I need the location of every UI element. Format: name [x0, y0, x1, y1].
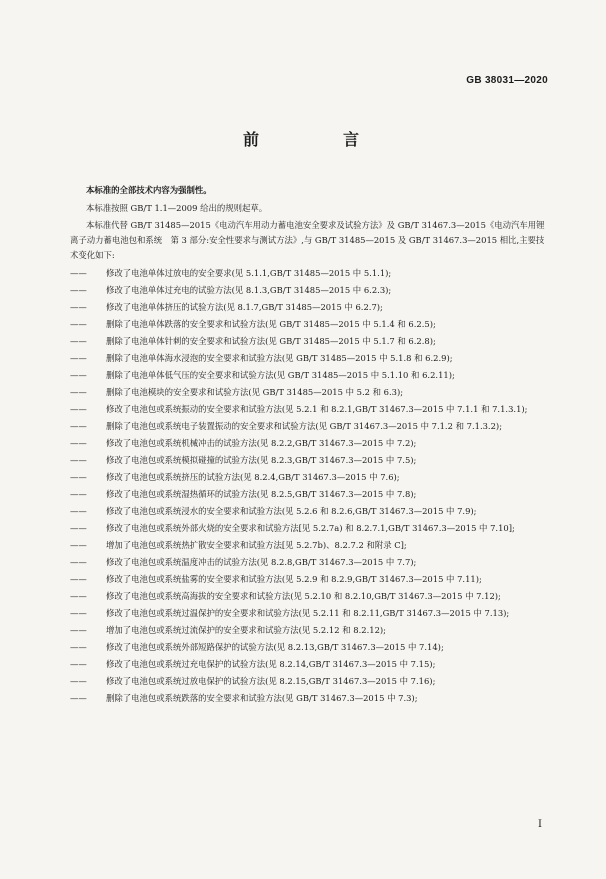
change-item: [70, 538, 546, 553]
dash-marker: ——: [70, 675, 87, 686]
change-text: 修改了电池包或系统温度冲击的试验方法(见 8.2.8,GB/T 31467.3—2015 中 7.7);: [106, 556, 417, 567]
dash-marker: ——: [70, 488, 87, 499]
change-item: [70, 385, 546, 400]
change-item: [70, 317, 546, 332]
dash-marker: ——: [70, 284, 87, 295]
dash-marker: ——: [70, 403, 87, 414]
dash-marker: ——: [70, 692, 87, 703]
change-item: [70, 266, 546, 281]
change-item: [70, 572, 546, 587]
dash-marker: ——: [70, 624, 87, 635]
dash-marker: ——: [70, 318, 87, 329]
intro-section: [70, 183, 546, 263]
change-text: 修改了电池包或系统机械冲击的试验方法(见 8.2.2,GB/T 31467.3—2015 中 7.2);: [106, 437, 417, 448]
change-item: [70, 470, 546, 485]
change-text: 删除了电池包或系统电子装置振动的安全要求和试验方法(见 GB/T 31467.3—2015 中 7.1.2 和 7.1.3.2);: [106, 420, 503, 431]
change-text: 删除了电池单体跌落的安全要求和试验方法(见 GB/T 31485—2015 中 5.1.4 和 6.2.5);: [106, 318, 436, 329]
change-item: [70, 368, 546, 383]
change-text: 删除了电池单体针刺的安全要求和试验方法(见 GB/T 31485—2015 中 5.1.7 和 6.2.8);: [106, 335, 436, 346]
change-item: [70, 657, 546, 672]
dash-marker: ——: [70, 420, 87, 431]
change-item: [70, 402, 546, 417]
change-item: [70, 300, 546, 315]
change-item: [70, 691, 546, 706]
change-text: 删除了电池单体海水浸泡的安全要求和试验方法(见 GB/T 31485—2015 中 5.1.8 和 6.2.9);: [106, 352, 453, 363]
change-item: [70, 334, 546, 349]
change-text: 删除了电池单体低气压的安全要求和试验方法(见 GB/T 31485—2015 中 5.1.10 和 6.2.11);: [106, 369, 455, 380]
change-text: 增加了电池包或系统热扩散安全要求和试验方法[见 5.2.7b)、8.2.7.2 和附录 C];: [106, 539, 407, 550]
change-item: [70, 623, 546, 638]
dash-marker: ——: [70, 471, 87, 482]
dash-marker: ——: [70, 505, 87, 516]
change-text: 修改了电池包或系统过放电保护的试验方法(见 8.2.15,GB/T 31467.3—2015 中 7.16);: [106, 675, 436, 686]
document-body: [70, 183, 546, 708]
change-text: 修改了电池包或系统外部火烧的安全要求和试验方法[见 5.2.7a) 和 8.2.7.1,GB/T 31467.3—2015 中 7.10];: [106, 522, 515, 533]
change-item: [70, 453, 546, 468]
change-item: [70, 351, 546, 366]
dash-marker: ——: [70, 267, 87, 278]
intro-paragraph: 本标准的全部技术内容为强制性。: [86, 185, 212, 195]
intro-paragraph: 本标准按照 GB/T 1.1—2009 给出的规则起草。: [86, 202, 268, 213]
page-number: I: [538, 819, 542, 830]
change-item: [70, 419, 546, 434]
change-text: 修改了电池包或系统模拟碰撞的试验方法(见 8.2.3,GB/T 31467.3—2015 中 7.5);: [106, 454, 417, 465]
change-text: 删除了电池包或系统跌落的安全要求和试验方法(见 GB/T 31467.3—2015 中 7.3);: [106, 692, 418, 703]
dash-marker: ——: [70, 590, 87, 601]
change-item: [70, 640, 546, 655]
change-item: [70, 674, 546, 689]
change-text: 删除了电池模块的安全要求和试验方法(见 GB/T 31485—2015 中 5.2 和 6.3);: [106, 386, 404, 397]
dash-marker: ——: [70, 301, 87, 312]
change-text: 修改了电池包或系统湿热循环的试验方法(见 8.2.5,GB/T 31467.3—2015 中 7.8);: [106, 488, 417, 499]
change-text: 增加了电池包或系统过流保护的安全要求和试验方法(见 5.2.12 和 8.2.12);: [106, 624, 386, 635]
change-item: [70, 504, 546, 519]
change-text: 修改了电池单体过充电的试验方法(见 8.1.3,GB/T 31485—2015 中 6.2.3);: [106, 284, 392, 295]
dash-marker: ——: [70, 607, 87, 618]
standard-number: GB 38031—2020: [466, 75, 548, 86]
dash-marker: ——: [70, 522, 87, 533]
dash-marker: ——: [70, 539, 87, 550]
dash-marker: ——: [70, 573, 87, 584]
change-item: [70, 487, 546, 502]
change-item: [70, 606, 546, 621]
dash-marker: ——: [70, 454, 87, 465]
change-text: 修改了电池单体挤压的试验方法(见 8.1.7,GB/T 31485—2015 中 6.2.7);: [106, 301, 383, 312]
change-text: 修改了电池包或系统过充电保护的试验方法(见 8.2.14,GB/T 31467.3—2015 中 7.15);: [106, 658, 436, 669]
change-text: 修改了电池包或系统高海拔的安全要求和试验方法(见 5.2.10 和 8.2.10,GB/T 31467.3—2015 中 7.12);: [106, 590, 501, 601]
dash-marker: ——: [70, 386, 87, 397]
dash-marker: ——: [70, 641, 87, 652]
dash-marker: ——: [70, 556, 87, 567]
change-item: [70, 283, 546, 298]
change-text: 修改了电池包或系统浸水的安全要求和试验方法(见 5.2.6 和 8.2.6,GB/T 31467.3—2015 中 7.9);: [106, 505, 477, 516]
dash-marker: ——: [70, 352, 87, 363]
change-text: 修改了电池包或系统振动的安全要求和试验方法(见 5.2.1 和 8.2.1,GB/T 31467.3—2015 中 7.1.1 和 7.1.3.1);: [106, 403, 528, 414]
change-item: [70, 521, 546, 536]
change-text: 修改了电池包或系统外部短路保护的试验方法(见 8.2.13,GB/T 31467.3—2015 中 7.14);: [106, 641, 444, 652]
dash-marker: ——: [70, 658, 87, 669]
changes-list: [70, 266, 546, 706]
change-text: 修改了电池包或系统过温保护的安全要求和试验方法(见 5.2.11 和 8.2.11,GB/T 31467.3—2015 中 7.13);: [106, 607, 510, 618]
dash-marker: ——: [70, 437, 87, 448]
change-text: 修改了电池单体过放电的安全要求(见 5.1.1,GB/T 31485—2015 中 5.1.1);: [106, 267, 392, 278]
change-item: [70, 555, 546, 570]
change-text: 修改了电池包或系统挤压的试验方法(见 8.2.4,GB/T 31467.3—2015 中 7.6);: [106, 471, 400, 482]
change-item: [70, 436, 546, 451]
dash-marker: ——: [70, 335, 87, 346]
page-title: 前 言: [242, 130, 393, 149]
change-item: [70, 589, 546, 604]
change-text: 修改了电池包或系统盐雾的安全要求和试验方法(见 5.2.9 和 8.2.9,GB/T 31467.3—2015 中 7.11);: [106, 573, 482, 584]
dash-marker: ——: [70, 369, 87, 380]
intro-paragraph: 本标准代替 GB/T 31485—2015《电动汽车用动力蓄电池安全要求及试验方法》及 GB/T 31467.3—2015《电动汽车用锂离子动力蓄电池包和系统 第 3 部分:安全性要求与测试方法》,与 GB/T 31485—2015 及 GB/T 31467.3—2015 相比,主要技术变化如下:: [70, 220, 545, 260]
